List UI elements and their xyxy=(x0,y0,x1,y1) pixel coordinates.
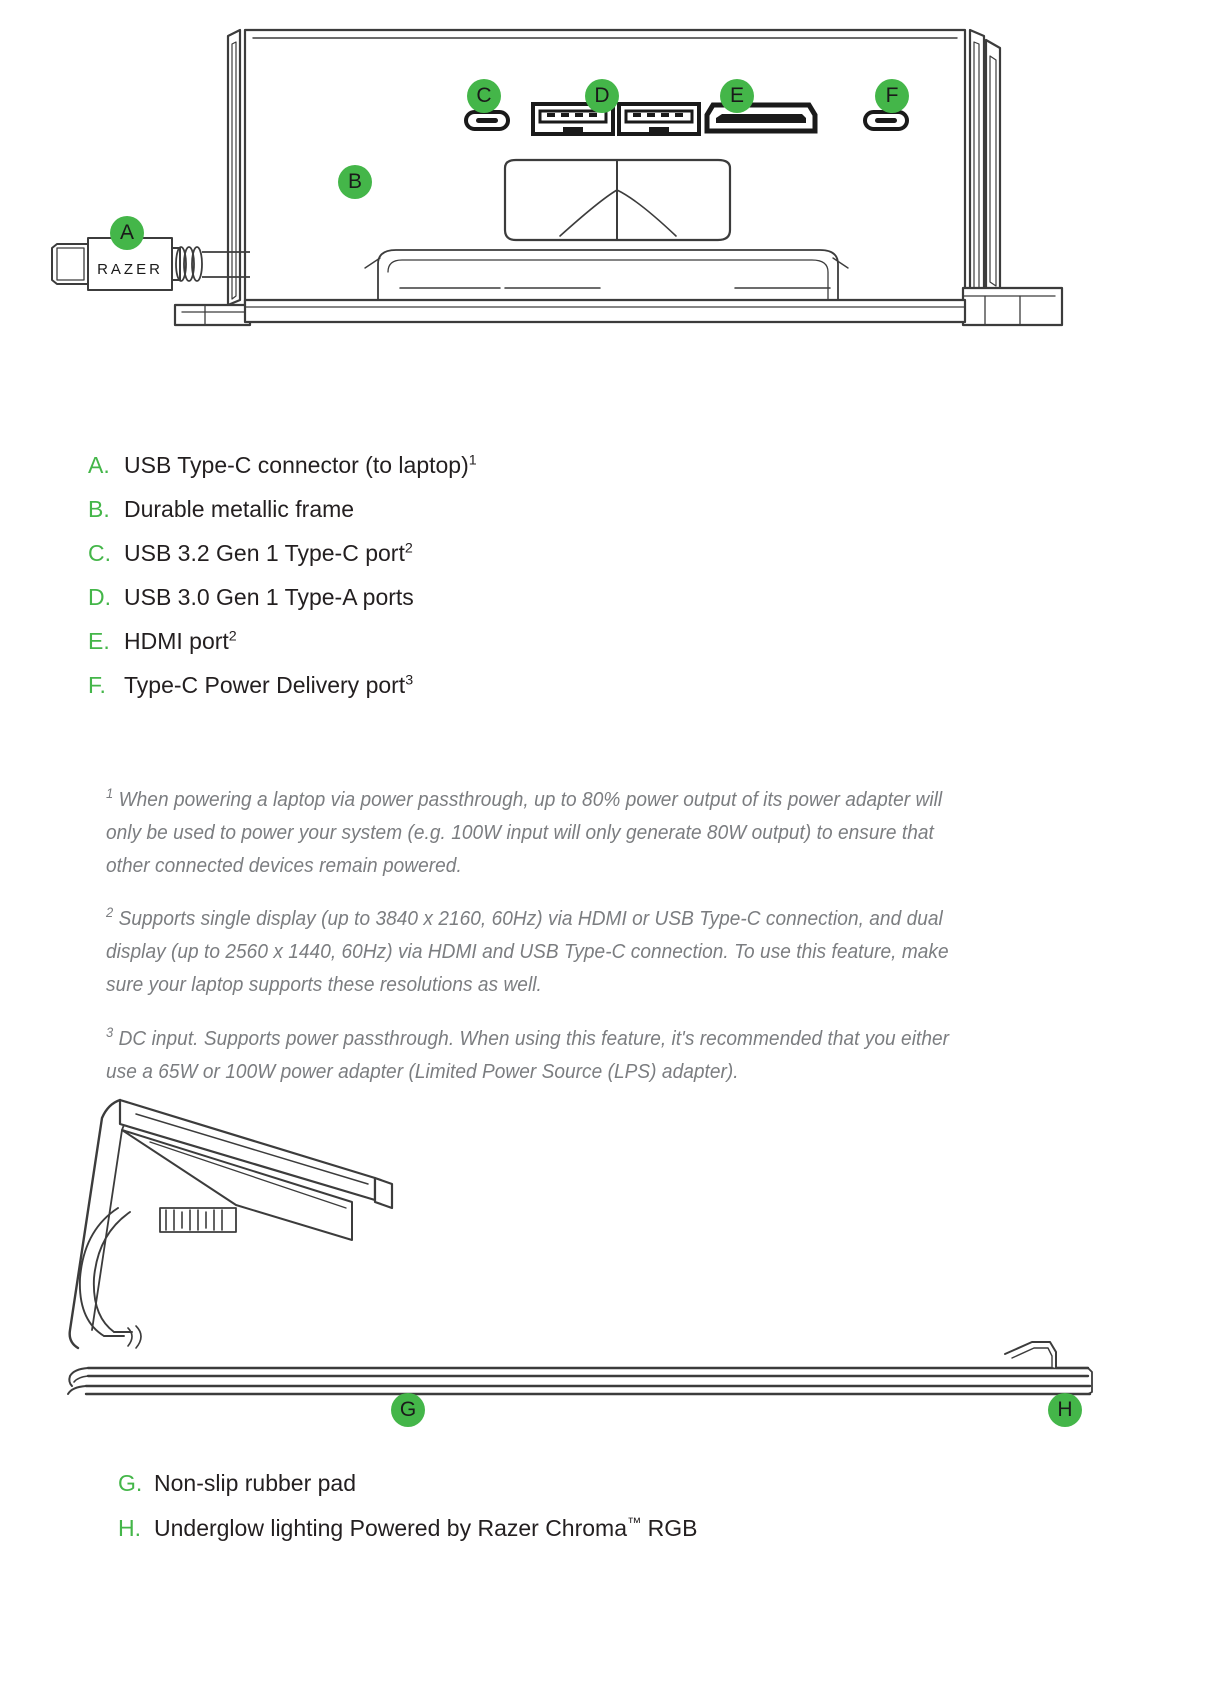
callout-badge-d: D xyxy=(585,79,619,113)
feature-item-d xyxy=(88,584,1088,619)
callout-badge-g: G xyxy=(391,1393,425,1427)
footnote-1: $^1$ When powering a laptop via power passthrough, up to 80% power output of its power adapter will only be used to power your system (e.g. 100W input will only generate 80W output) to ensure that other connected devices remain powered. xyxy=(106,784,943,877)
callout-badge-h: H xyxy=(1048,1393,1082,1427)
feature-item-e xyxy=(88,628,1088,663)
feature-letter-e: E. xyxy=(88,628,110,654)
usb-a-port-icon-2 xyxy=(619,104,699,134)
feature-letter-d: D. xyxy=(88,584,111,610)
feature-list-bottom xyxy=(118,1470,1118,1560)
feature-label-c: USB 3.2 Gen 1 Type-C port$^2$ xyxy=(124,540,413,566)
feature-label-e: HDMI port$^2$ xyxy=(124,628,237,654)
feature-label-f: Type-C Power Delivery port$^3$ xyxy=(124,672,414,698)
callout-badge-f: F xyxy=(875,79,909,113)
laptop-stand-side-view-illustration xyxy=(0,1080,1211,1460)
trademark-symbol: ™ xyxy=(627,1515,642,1532)
feature-label-g: Non-slip rubber pad xyxy=(154,1470,357,1496)
hdmi-port-icon xyxy=(707,105,815,131)
feature-label-h: Underglow lighting Powered by Razer Chroma™ RGB xyxy=(154,1515,698,1541)
side-view-line-art xyxy=(0,1080,1211,1460)
footnote-2: $^2$ Supports single display (up to 3840 x 2160, 60Hz) via HDMI or USB Type-C connection, and dual display (up to 2560 x 1440, 60Hz) via HDMI and USB Type-C connection. To use this feature, make sure your laptop supports these resolutions as well. xyxy=(106,904,949,996)
feature-letter-b: B. xyxy=(88,496,110,522)
feature-label-b: Durable metallic frame xyxy=(124,496,355,522)
callout-badge-b: B xyxy=(338,165,372,199)
footnotes-section xyxy=(106,762,1026,1106)
usb-c-port-icon xyxy=(466,112,508,129)
feature-label-a: USB Type-C connector (to laptop)$^1$ xyxy=(124,452,477,478)
feature-item-g xyxy=(118,1470,1118,1505)
feature-label-d: USB 3.0 Gen 1 Type-A ports xyxy=(124,584,414,610)
feature-letter-f: F. xyxy=(88,672,106,698)
callout-badge-e: E xyxy=(720,79,754,113)
laptop-stand-rear-view-illustration xyxy=(0,0,1211,420)
feature-letter-c: C. xyxy=(88,540,111,566)
rear-view-line-art xyxy=(0,0,1211,420)
feature-item-a xyxy=(88,452,1088,487)
feature-item-f xyxy=(88,672,1088,707)
feature-letter-h: H. xyxy=(118,1515,141,1541)
callout-badge-c: C xyxy=(467,79,501,113)
feature-list-top xyxy=(88,452,1088,716)
callout-badge-a: A xyxy=(110,216,144,250)
usb-c-power-delivery-port-icon xyxy=(865,112,907,129)
feature-letter-g: G. xyxy=(118,1470,143,1496)
feature-item-c xyxy=(88,540,1088,575)
footnote-3: $^3$ DC input. Supports power passthrough. When using this feature, it's recommended that you either use a 65W or 100W power adapter (Limited Power Source (LPS) adapter). xyxy=(106,1023,950,1083)
feature-letter-a: A. xyxy=(88,452,110,478)
feature-item-b xyxy=(88,496,1088,531)
razer-wordmark: RAZER xyxy=(97,261,163,278)
feature-item-h xyxy=(118,1515,1118,1550)
